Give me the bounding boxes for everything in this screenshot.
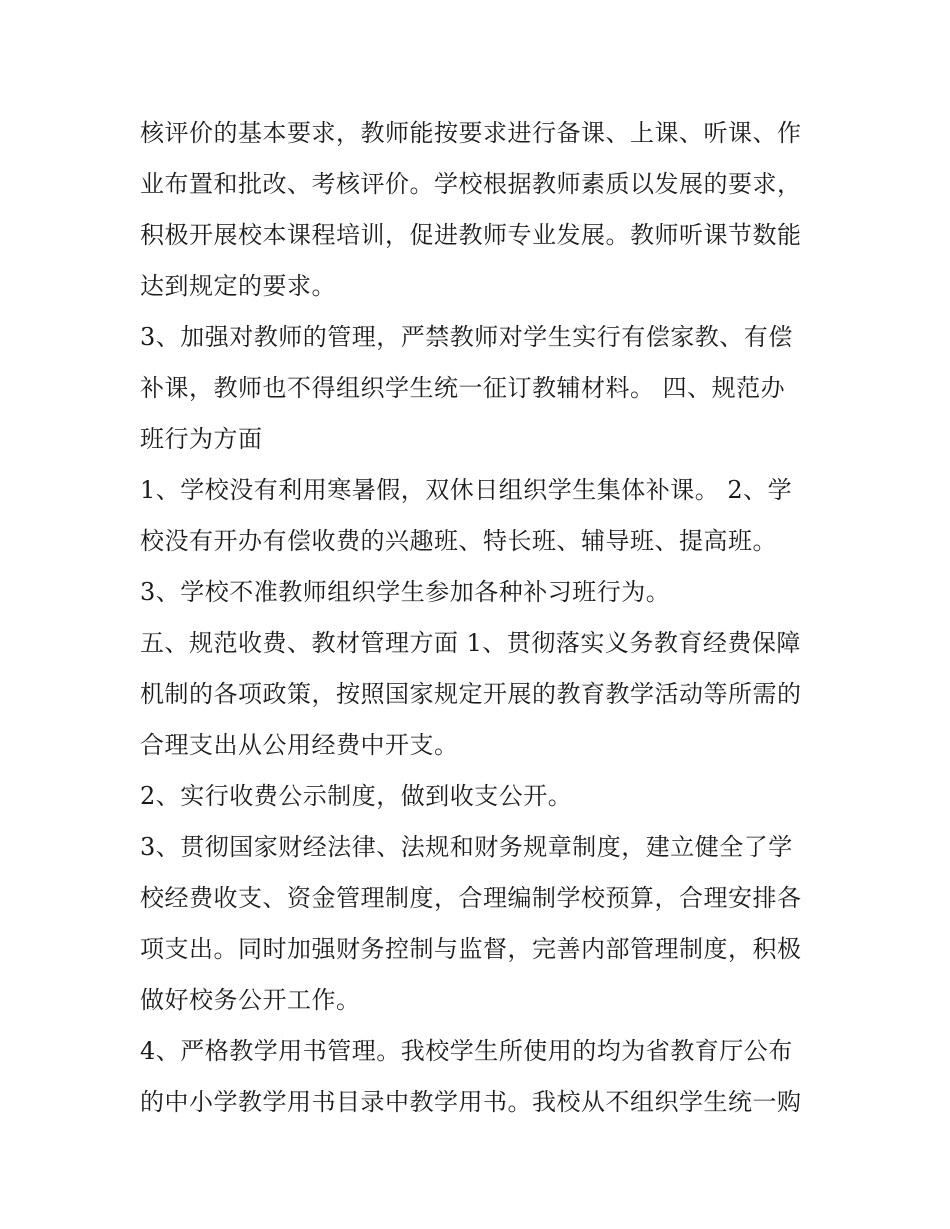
text-line: 校经费收支、资金管理制度，合理编制学校预算，合理安排各 (140, 884, 802, 912)
text-line: 积极开展校本课程培训，促进教师专业发展。教师听课节数能 (140, 221, 802, 249)
text-line: 3、贯彻国家财经法律、法规和财务规章制度，建立健全了学 (140, 833, 793, 861)
text-line: 项支出。同时加强财务控制与监督，完善内部管理制度，积极 (140, 935, 802, 963)
text-line: 1、学校没有利用寒暑假，双休日组织学生集体补课。 2、学 (140, 476, 793, 504)
document-body (140, 108, 820, 1128)
text-line: 业布置和批改、考核评价。学校根据教师素质以发展的要求， (140, 170, 802, 198)
text-line: 核评价的基本要求，教师能按要求进行备课、上课、听课、作 (140, 119, 802, 147)
text-line: 3、加强对教师的管理，严禁教师对学生实行有偿家教、有偿 (140, 323, 793, 351)
text-line: 校没有开办有偿收费的兴趣班、特长班、辅导班、提高班。 (140, 527, 777, 555)
text-line: 做好校务公开工作。 (140, 986, 361, 1014)
text-line: 3、学校不准教师组织学生参加各种补习班行为。 (140, 578, 671, 606)
text-line: 的中小学教学用书目录中教学用书。我校从不组织学生统一购 (140, 1088, 802, 1116)
text-line: 五、规范收费、教材管理方面 1、贯彻落实义务教育经费保障 (140, 629, 801, 657)
text-line: 达到规定的要求。 (140, 272, 336, 300)
text-line: 2、实行收费公示制度，做到收支公开。 (140, 782, 573, 810)
text-line: 班行为方面 (140, 425, 263, 453)
text-line: 补课，教师也不得组织学生统一征订教辅材料。 四、规范办 (140, 374, 786, 402)
text-line: 4、严格教学用书管理。我校学生所使用的均为省教育厅公布 (140, 1037, 793, 1065)
text-line: 合理支出从公用经费中开支。 (140, 731, 459, 759)
text-line: 机制的各项政策，按照国家规定开展的教育教学活动等所需的 (140, 680, 802, 708)
